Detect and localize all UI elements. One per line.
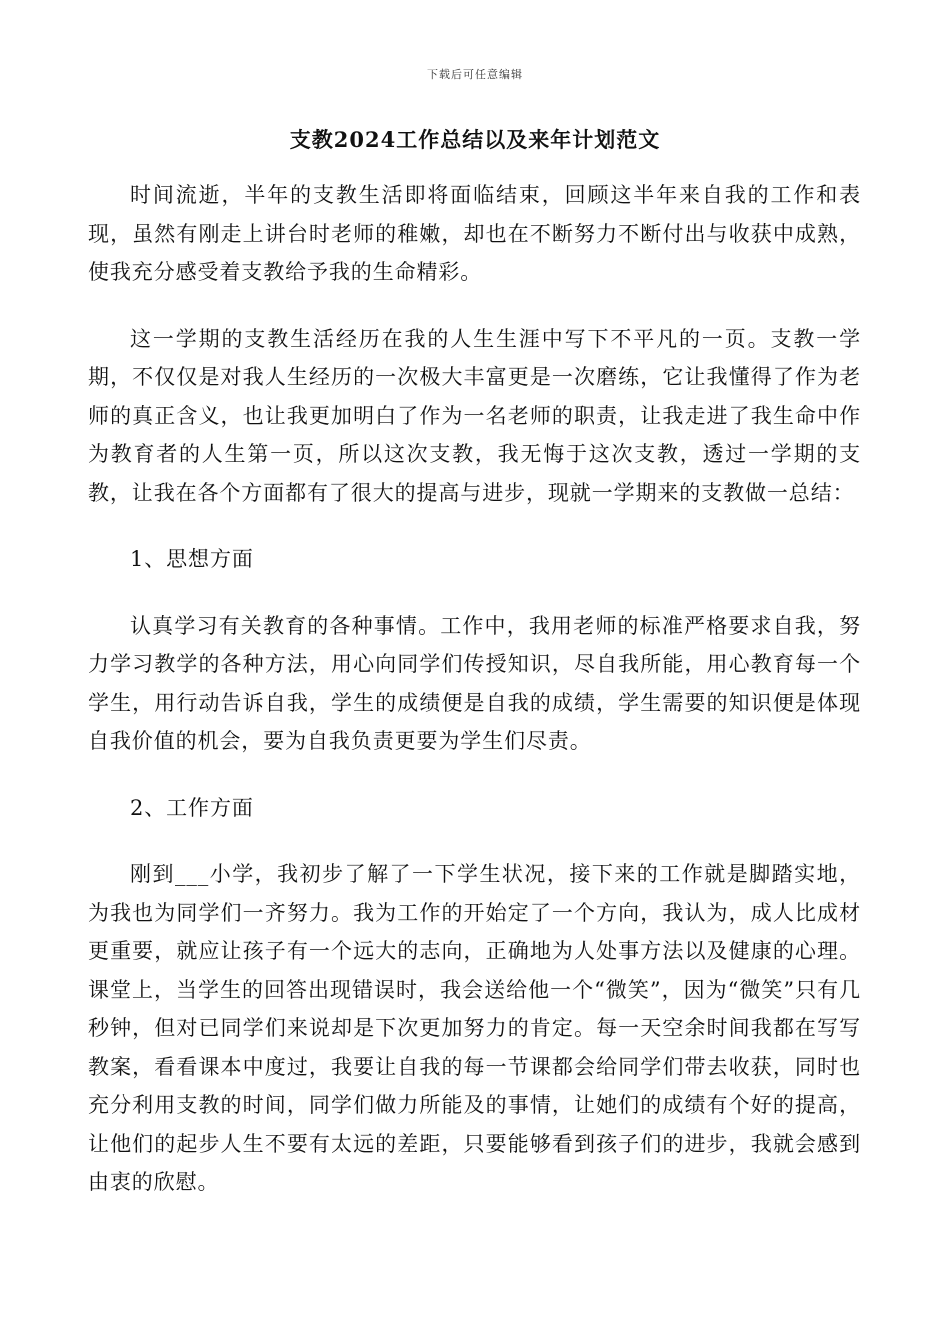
paragraph-intro: 时间流逝，半年的支教生活即将面临结束，回顾这半年来自我的工作和表现，虽然有刚走上讲台时老师的稚嫩，却也在不断努力不断付出与收获中成熟，使我充分感受着支教给予我的生命精彩。	[88, 183, 861, 284]
header-note: 下载后可任意编辑	[427, 68, 523, 81]
paragraph-thought: 认真学习有关教育的各种事情。工作中，我用老师的标准严格要求自我，努力学习教学的各种方法，用心向同学们传授知识，尽自我所能，用心教育每一个学生，用行动告诉自我，学生的成绩便是自我的成绩，学生需要的知识便是体现自我价值的机会，要为自我负责更要为学生们尽责。	[88, 613, 861, 753]
section-heading-thought: 1、思想方面	[130, 547, 254, 571]
document-title: 支教2024工作总结以及来年计划范文	[289, 127, 661, 152]
paragraph-work: 刚到___小学，我初步了解了一下学生状况，接下来的工作就是脚踏实地，为我也为同学们一齐努力。我为工作的开始定了一个方向，我认为，成人比成材更重要，就应让孩子有一个远大的志向，正确地为人处事方法以及健康的心理。课堂上，当学生的回答出现错误时，我会送给他一个“微笑”，因为“微笑”只有几秒钟，但对已同学们来说却是下次更加努力的肯定。每一天空余时间我都在写写教案，看看课本中度过，我要让自我的每一节课都会给同学们带去收获，同时也充分利用支教的时间，同学们做力所能及的事情，让她们的成绩有个好的提高，让他们的起步人生不要有太远的差距，只要能够看到孩子们的进步，我就会感到由衷的欣慰。	[88, 862, 861, 1194]
paragraph-semester-overview: 这一学期的支教生活经历在我的人生生涯中写下不平凡的一页。支教一学期，不仅仅是对我人生经历的一次极大丰富更是一次磨练，它让我懂得了作为老师的真正含义，也让我更加明白了作为一名老师的职责，让我走进了我生命中作为教育者的人生第一页，所以这次支教，我无悔于这次支教，透过一学期的支教，让我在各个方面都有了很大的提高与进步，现就一学期来的支教做一总结：	[88, 326, 861, 505]
section-heading-work: 2、工作方面	[130, 795, 254, 820]
document-body	[88, 176, 861, 1230]
